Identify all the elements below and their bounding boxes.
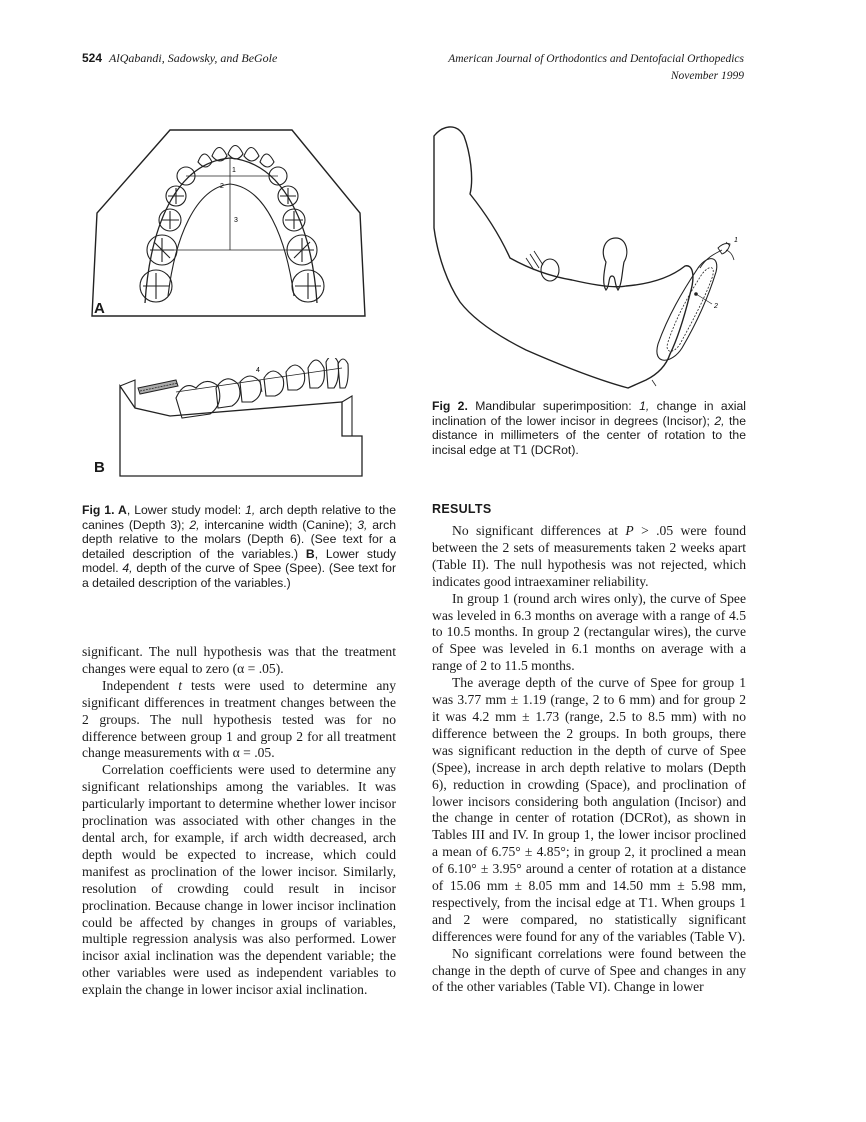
panel-label-b: B: [94, 459, 105, 476]
panel-label-a: A: [94, 300, 105, 317]
marker-3: 3: [234, 217, 238, 224]
italic-t: t: [178, 677, 182, 693]
marker-1: 1: [232, 167, 236, 174]
figure-1b-lateral-model-drawing: [80, 358, 400, 488]
figure-2-caption: [432, 399, 746, 457]
marker-4: 4: [256, 367, 260, 374]
caption-text: arch depth relative to the canines (Depth 3);: [82, 503, 396, 532]
page-number: 524: [82, 51, 103, 65]
caption-text: intercanine width (Canine);: [199, 517, 358, 532]
paragraph: The average depth of the curve of Spee for group 1 was 3.77 mm ± 1.19 (range, 2 to 6 mm) and for group 2 it was 4.2 mm ± 1.73 (range, 2.5 to 8.5 mm) with no difference between the 2 groups. In both groups, there was significant reduction in the depth of curve of Spee (Spee), increase in arch depth relative to molars (Depth 6), reduction in crowding (Space), and proclination of lower incisors considering both angulation (Incisor) and the change in center of rotation (DCRot), as shown in Tables III and IV. In group 1, the lower incisor proclined a mean of 6.75° ± 4.85°; in group 2, it proclined a mean of 6.10° ± 3.95° around a center of rotation at a distance of 15.06 mm ± 8.05 mm and 14.50 mm ± 5.98 mm, respectively, from the incisal edge at T1. When groups 1 and 2 were compared, no statistically significant differences were found for any of the variables (Table V).: [432, 675, 746, 944]
author-list: AlQabandi, Sadowsky, and BeGole: [109, 51, 278, 65]
figure-1a-occlusal-arch-drawing: [80, 118, 400, 328]
caption-text: arch depth relative to the molars (Depth 6). (See text for a detailed description of the variables.): [82, 517, 396, 561]
caption-number: 3,: [357, 517, 368, 532]
figure-2-mandibular-superimposition-drawing: [430, 118, 760, 398]
caption-text: Mandibular superimposition:: [467, 399, 640, 413]
caption-number: 2,: [714, 413, 725, 428]
paragraph: No significant correlations were found between the change in the depth of curve of Spee and changes in any of the other variables (Table VI). Change in lower: [432, 945, 746, 995]
caption-text: depth of the curve of Spee (Spee). (See text for a detailed description of the variables.): [82, 561, 396, 590]
section-heading-results: RESULTS: [432, 502, 492, 516]
paragraph-text: tests were used to determine any significant differences in treatment changes between the 2 groups. The null hypothesis tested was for no difference between group 1 and group 2 for all treatment change measurements with α = .05.: [82, 677, 396, 761]
running-header-right: [448, 51, 744, 85]
left-column-text: [82, 644, 396, 999]
marker-1: 1: [734, 237, 738, 244]
marker-2: 2: [220, 183, 224, 190]
caption-text: , Lower study model.: [82, 546, 397, 576]
figure-2: [430, 118, 760, 398]
figure-1-caption: [82, 503, 396, 591]
paragraph: [432, 523, 746, 591]
figure-1: [80, 118, 400, 490]
marker-2: 2: [714, 303, 718, 310]
caption-number: 1,: [245, 503, 256, 517]
italic-p: P: [625, 523, 634, 538]
paragraph-text: Independent: [102, 677, 179, 693]
issue-date: November 1999: [670, 70, 744, 82]
caption-label: Fig 1. A: [82, 503, 127, 517]
caption-label: Fig 2.: [432, 399, 468, 413]
caption-text: , Lower study model:: [126, 503, 246, 517]
caption-text: change in axial inclination of the lower incisor in degrees (Incisor);: [432, 399, 746, 428]
running-header-left: [82, 51, 277, 66]
right-column-text: [432, 523, 746, 996]
paragraph: In group 1 (round arch wires only), the curve of Spee was leveled in 6.3 months on average with a range of 4.5 to 10.5 months. In group 2 (rectangular wires), the curve of Spee was leveled in 6.1 months on average with a range of 2 to 11.5 months.: [432, 590, 746, 674]
journal-title: American Journal of Orthodontics and Dentofacial Orthopedics: [448, 53, 744, 65]
paragraph: Correlation coefficients were used to determine any significant relationships among the variables. It was particularly important to determine whether lower incisor proclination was associated with other changes in the dental arch, for example, if arch width decreased, arch depth would be expected to increase, which could manifest as proclination of the lower incisor. Similarly, resolution of crowding could result in incisor proclination. Because change in lower incisor inclination could be affected by changes in groups of variables, multiple regression analysis was also performed. Lower incisor axial inclination was the dependent variable; the other variables were used as independent variables to explain the change in lower incisor axial inclination.: [82, 762, 396, 998]
caption-number: 4,: [122, 561, 133, 576]
caption-text: the distance in millimeters of the center of rotation to the incisal edge at T1 (DCRot).: [432, 413, 746, 457]
caption-number: 2,: [189, 517, 200, 532]
caption-label: B: [305, 546, 315, 561]
caption-number: 1,: [639, 399, 650, 413]
paragraph-text: > .05 were found between the 2 sets of measurements taken 2 weeks apart (Table II). The null hypothesis was not rejected, which indicates good intraexaminer reliability.: [432, 523, 746, 589]
paragraph-text: No significant differences at: [452, 523, 626, 538]
paragraph: [82, 678, 396, 763]
paragraph: significant. The null hypothesis was that the treatment changes were equal to zero (α = .05).: [82, 644, 396, 676]
